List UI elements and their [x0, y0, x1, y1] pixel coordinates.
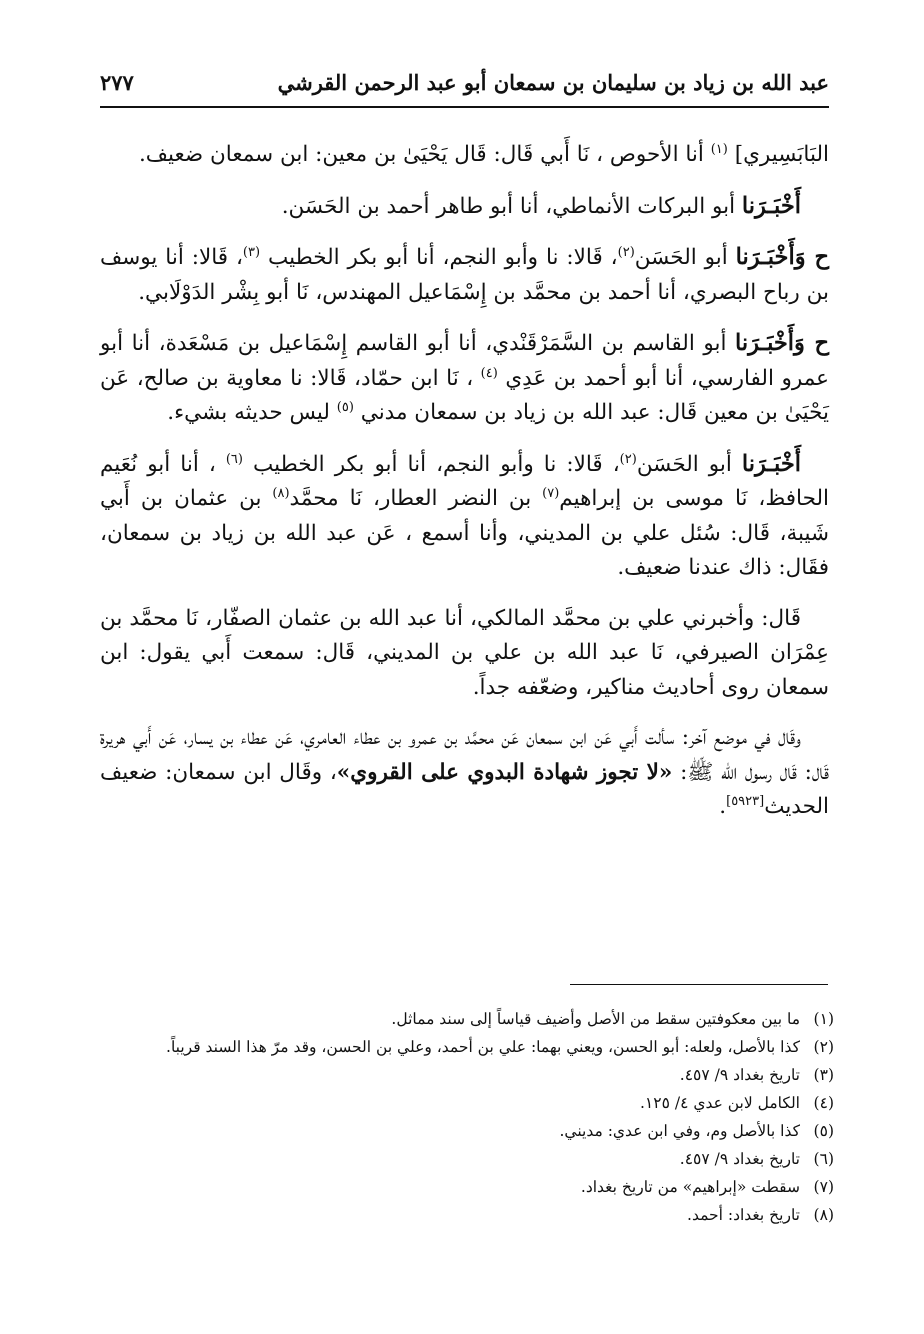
footnote-number: (٦) [813, 1150, 834, 1168]
text-segment: ، قَالا: نا وأبو النجم، أنا أبو بكر الخطيب [242, 451, 620, 477]
text-segment: قَال: وأخبرني علي بن محمَّد المالكي، أنا عبد الله بن عثمان الصفّار، نَا محمَّد بن عِمْرَان الصيرفي، نَا عبد الله بن علي بن المديني، قَال: سمعت أَبي يقول: ابن سمعان روى أحاديث مناكير، وضعّفه جداً. [100, 605, 829, 700]
footnote-text: ما بين معكوفتين سقط من الأصل وأضيف قياساً إلى سند مماثل. [391, 1010, 800, 1028]
text-segment: أبو القاسم بن السَّمَرْقَنْدي، أنا أبو القاسم إِسْمَاعيل بن مَسْعَدة، أنا أبو عمرو الفارسي، أنا أبو أحمد بن عَدِي [100, 331, 829, 391]
footnote-ref: (٢) [617, 244, 635, 260]
footnote-text: تاريخ بغداد ٩/ ٤٥٧. [679, 1066, 800, 1084]
footnote-ref: (٥) [336, 399, 354, 415]
footnote [100, 1033, 834, 1061]
text-segment: أبو الحَسَن [636, 451, 742, 477]
footnote-ref: (٤) [480, 365, 498, 381]
paragraph [100, 138, 829, 173]
footnote-number: (٥) [813, 1122, 834, 1140]
footnotes [100, 1005, 834, 1229]
text-segment: ، أنا أبو نُعَيم الحافظ، نَا موسى بن إبراهيم [100, 451, 829, 511]
footnote-number: (٢) [813, 1038, 834, 1056]
footnote-separator [570, 984, 828, 985]
text-segment: . [719, 794, 727, 819]
footnote-number: (١) [813, 1010, 834, 1028]
footnote-ref: (٨) [272, 485, 290, 501]
footnote-text: كذا بالأصل، ولعله: أبو الحسن، ويعني بهما: علي بن أحمد، وعلي بن الحسن، وقد مرّ هذا السند قريباً. [166, 1038, 800, 1056]
text-segment: أبو الحَسَن [634, 245, 736, 270]
running-title: عبد الله بن زياد بن سليمان بن سمعان أبو عبد الرحمن القرشي [277, 70, 829, 95]
text-segment: بن النضر العطار، نَا محمَّد [289, 486, 543, 511]
footnote [100, 1173, 834, 1201]
footnote-text: سقطت «إبراهيم» من تاريخ بغداد. [580, 1178, 800, 1196]
footnote [100, 1005, 834, 1033]
footnote-text: تاريخ بغداد: أحمد. [687, 1206, 800, 1224]
footnote-text: الكامل لابن عدي ٤/ ١٢٥. [639, 1094, 800, 1112]
text-segment: أنا الأحوص ، نَا أَبي قَال: قَال يَحْيَىٰ بن معين: ابن سمعان ضعيف. [138, 142, 711, 167]
footnote-ref: (٦) [225, 451, 243, 467]
footnote [100, 1089, 834, 1117]
chain-keyword: ح وَأَخْبَـرَنا [735, 244, 830, 270]
footnote-ref: (٢) [619, 451, 637, 467]
text-segment: ، قَالا: أنا يوسف بن رباح البصري، أنا أحمد بن محمَّد بن إِسْمَاعيل المهندس، نَا أبو بِشْر الدَوْلَابي. [100, 245, 829, 305]
text-segment: ليس حديثه بشيء. [167, 400, 337, 425]
footnote [100, 1145, 834, 1173]
paragraph [100, 240, 829, 310]
chain-keyword: أَخْبَـرَنا [741, 450, 801, 477]
footnote [100, 1061, 834, 1089]
footnote-ref: [٥٩٢٣] [726, 793, 765, 809]
paragraph [100, 721, 829, 825]
footnote-number: (٧) [813, 1178, 834, 1196]
footnote [100, 1117, 834, 1145]
text-segment: وقَال في موضع آخر: سألت أَبي عَن ابن سمعان عَن محمَّد بن عمرو بن عطاء العامري، عَن عطاء بن يسار، عَن أَبي هريرة قَال: قَال رسول الله ﷺ: [100, 725, 829, 785]
footnote [100, 1201, 834, 1229]
text-segment: بن عثمان بن أَبي شَيبة، قَال: سُئل علي بن المديني، وأنا أسمع ، عَن عبد الله بن زياد بن سمعان، فقَال: ذاك عندنا ضعيف. [100, 486, 829, 580]
main-text [100, 138, 829, 841]
footnote-number: (٨) [813, 1206, 834, 1224]
footnote-number: (٣) [813, 1066, 834, 1084]
text-segment: البَابَسِيري] [727, 142, 829, 167]
footnote-ref: (١) [710, 141, 728, 157]
paragraph [100, 447, 829, 586]
footnote-ref: (٣) [242, 244, 261, 260]
text-segment: ، قَالا: نا وأبو النجم، أنا أبو بكر الخطيب [260, 245, 618, 270]
page-header [100, 62, 829, 108]
footnote-text: تاريخ بغداد ٩/ ٤٥٧. [679, 1150, 800, 1168]
page-number: ٢٧٧ [100, 70, 134, 95]
footnote-text: كذا بالأصل وم، وفي ابن عدي: مديني. [559, 1122, 800, 1140]
footnote-ref: (٧) [542, 485, 560, 501]
text-segment: أبو البركات الأنماطي، أنا أبو طاهر أحمد بن الحَسَن. [281, 193, 742, 219]
text-segment: ، نَا ابن حمّاد، قَالا: نا معاوية بن صالح، عَن يَحْيَىٰ بن معين قَال: عبد الله بن زياد بن سمعان مدني [100, 365, 829, 425]
paragraph [100, 326, 829, 431]
paragraph [100, 602, 829, 706]
text-segment: «لا تجوز شهادة البدوي على القروي» [336, 759, 673, 785]
text-segment: ، وقَال ابن سمعان: ضعيف الحديث [100, 759, 829, 819]
chain-keyword: ح وَأَخْبَـرَنا [734, 330, 829, 356]
footnote-number: (٤) [813, 1094, 834, 1112]
chain-keyword: أَخْبَـرَنا [741, 192, 801, 219]
paragraph [100, 189, 829, 225]
